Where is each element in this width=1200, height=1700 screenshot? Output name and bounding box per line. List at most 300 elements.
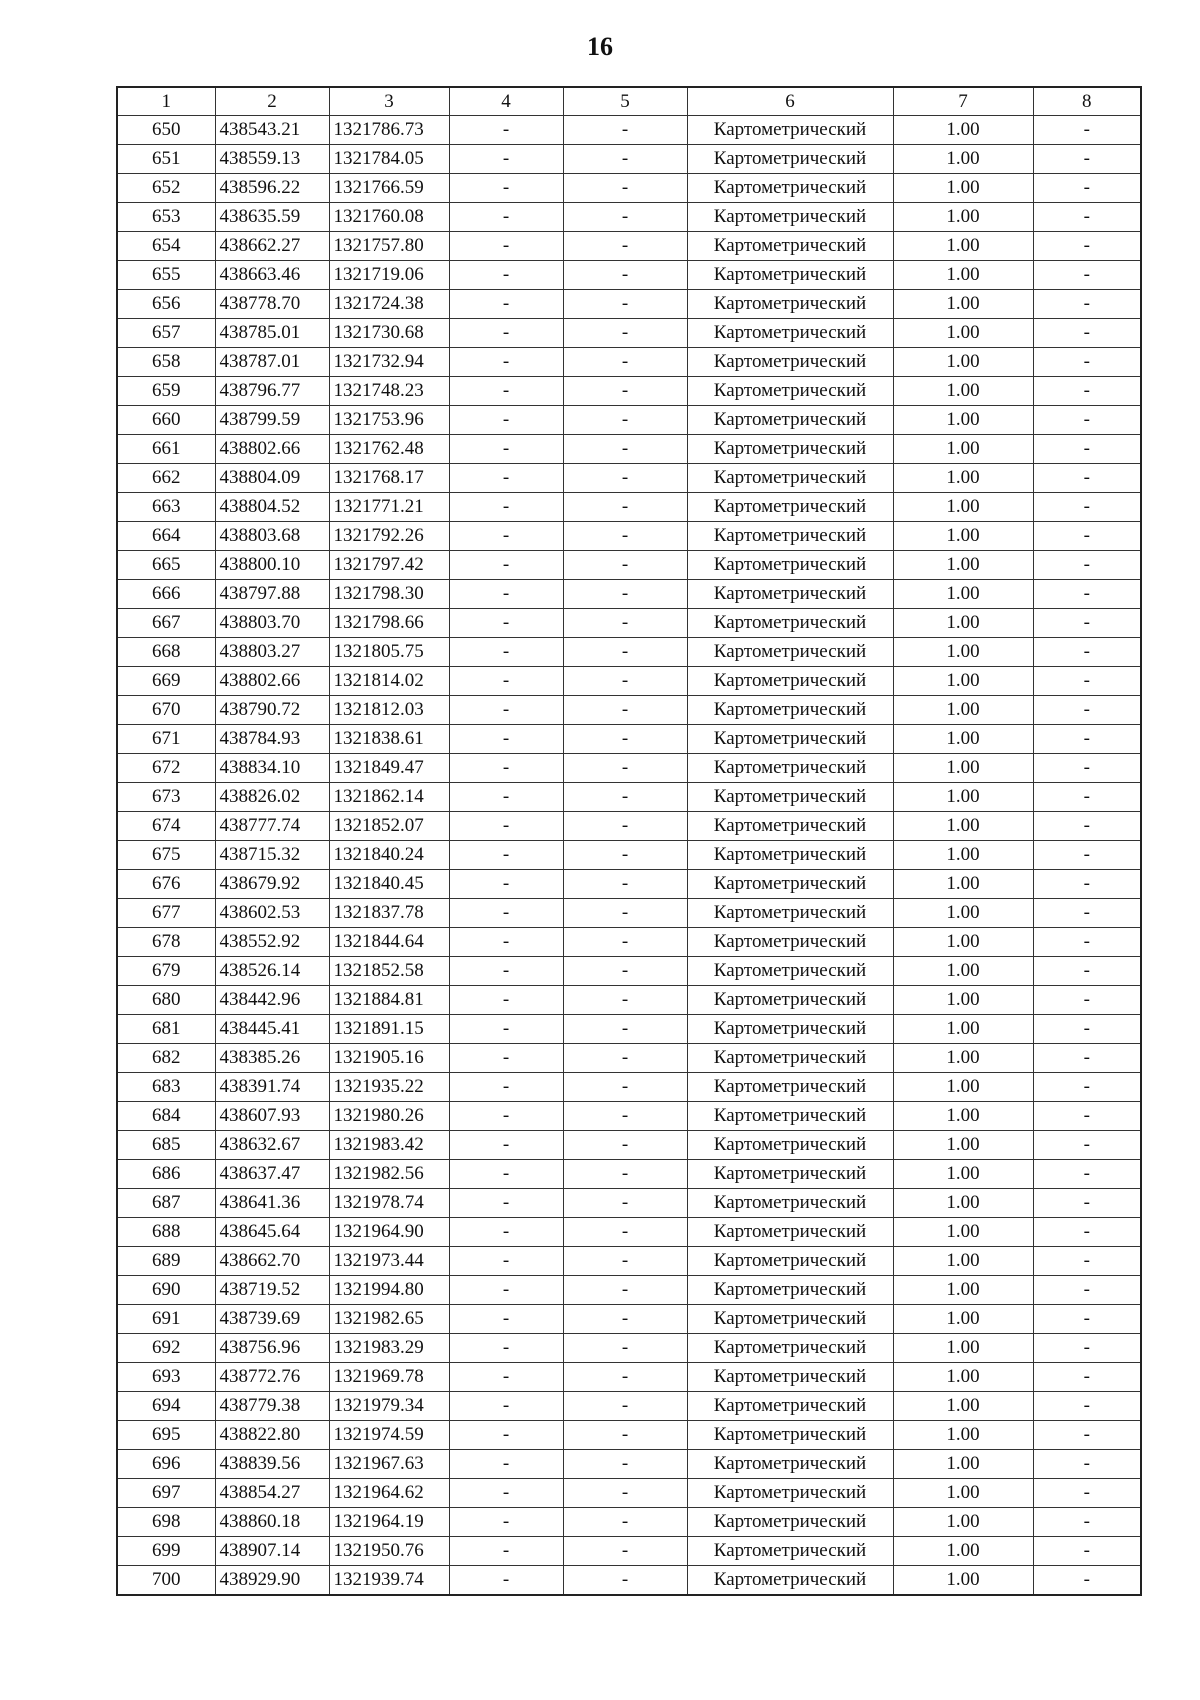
column-8-cell: - (1033, 928, 1141, 957)
point-number-cell: 672 (117, 754, 215, 783)
column-4-cell: - (449, 145, 563, 174)
point-number-cell: 674 (117, 812, 215, 841)
column-5-cell: - (563, 754, 687, 783)
x-coordinate-cell: 438854.27 (215, 1479, 329, 1508)
method-cell: Картометрический (687, 1305, 893, 1334)
x-coordinate-cell: 438637.47 (215, 1160, 329, 1189)
column-4-cell: - (449, 464, 563, 493)
x-coordinate-cell: 438802.66 (215, 667, 329, 696)
y-coordinate-cell: 1321964.19 (329, 1508, 449, 1537)
x-coordinate-cell: 438602.53 (215, 899, 329, 928)
method-cell: Картометрический (687, 957, 893, 986)
table-row (117, 1276, 1141, 1305)
accuracy-cell: 1.00 (893, 493, 1033, 522)
method-cell: Картометрический (687, 638, 893, 667)
column-4-cell: - (449, 348, 563, 377)
accuracy-cell: 1.00 (893, 551, 1033, 580)
column-4-cell: - (449, 203, 563, 232)
table-row (117, 1508, 1141, 1537)
column-8-cell: - (1033, 812, 1141, 841)
y-coordinate-cell: 1321837.78 (329, 899, 449, 928)
accuracy-cell: 1.00 (893, 870, 1033, 899)
method-cell: Картометрический (687, 783, 893, 812)
method-cell: Картометрический (687, 203, 893, 232)
table-row (117, 174, 1141, 203)
point-number-cell: 661 (117, 435, 215, 464)
accuracy-cell: 1.00 (893, 1131, 1033, 1160)
table-row (117, 1218, 1141, 1247)
point-number-cell: 658 (117, 348, 215, 377)
accuracy-cell: 1.00 (893, 145, 1033, 174)
column-5-cell: - (563, 580, 687, 609)
column-8-cell: - (1033, 377, 1141, 406)
column-8-cell: - (1033, 1479, 1141, 1508)
column-5-cell: - (563, 812, 687, 841)
method-cell: Картометрический (687, 493, 893, 522)
method-cell: Картометрический (687, 1421, 893, 1450)
column-4-cell: - (449, 435, 563, 464)
method-cell: Картометрический (687, 870, 893, 899)
table-row (117, 203, 1141, 232)
table-row (117, 1305, 1141, 1334)
accuracy-cell: 1.00 (893, 116, 1033, 145)
table-row (117, 1421, 1141, 1450)
x-coordinate-cell: 438662.27 (215, 232, 329, 261)
table-body (117, 116, 1141, 1596)
x-coordinate-cell: 438756.96 (215, 1334, 329, 1363)
column-8-cell: - (1033, 1073, 1141, 1102)
table-row (117, 406, 1141, 435)
column-4-cell: - (449, 986, 563, 1015)
y-coordinate-cell: 1321862.14 (329, 783, 449, 812)
column-5-cell: - (563, 377, 687, 406)
table-row (117, 1160, 1141, 1189)
column-4-cell: - (449, 899, 563, 928)
method-cell: Картометрический (687, 1537, 893, 1566)
x-coordinate-cell: 438799.59 (215, 406, 329, 435)
y-coordinate-cell: 1321748.23 (329, 377, 449, 406)
method-cell: Картометрический (687, 145, 893, 174)
x-coordinate-cell: 438802.66 (215, 435, 329, 464)
column-5-cell: - (563, 1421, 687, 1450)
column-8-cell: - (1033, 319, 1141, 348)
y-coordinate-cell: 1321814.02 (329, 667, 449, 696)
y-coordinate-cell: 1321768.17 (329, 464, 449, 493)
column-8-cell: - (1033, 1566, 1141, 1596)
x-coordinate-cell: 438632.67 (215, 1131, 329, 1160)
table-row (117, 725, 1141, 754)
column-4-cell: - (449, 1305, 563, 1334)
table-row (117, 580, 1141, 609)
column-8-cell: - (1033, 261, 1141, 290)
column-4-cell: - (449, 638, 563, 667)
column-4-cell: - (449, 1015, 563, 1044)
accuracy-cell: 1.00 (893, 174, 1033, 203)
column-8-cell: - (1033, 1131, 1141, 1160)
column-4-cell: - (449, 1044, 563, 1073)
y-coordinate-cell: 1321994.80 (329, 1276, 449, 1305)
column-4-cell: - (449, 1218, 563, 1247)
point-number-cell: 688 (117, 1218, 215, 1247)
table-row (117, 145, 1141, 174)
x-coordinate-cell: 438778.70 (215, 290, 329, 319)
column-4-cell: - (449, 783, 563, 812)
column-5-cell: - (563, 1334, 687, 1363)
x-coordinate-cell: 438779.38 (215, 1392, 329, 1421)
y-coordinate-cell: 1321805.75 (329, 638, 449, 667)
x-coordinate-cell: 438679.92 (215, 870, 329, 899)
x-coordinate-cell: 438929.90 (215, 1566, 329, 1596)
column-4-cell: - (449, 725, 563, 754)
y-coordinate-cell: 1321982.65 (329, 1305, 449, 1334)
accuracy-cell: 1.00 (893, 725, 1033, 754)
column-5-cell: - (563, 1073, 687, 1102)
point-number-cell: 685 (117, 1131, 215, 1160)
accuracy-cell: 1.00 (893, 754, 1033, 783)
method-cell: Картометрический (687, 464, 893, 493)
point-number-cell: 668 (117, 638, 215, 667)
accuracy-cell: 1.00 (893, 986, 1033, 1015)
column-5-cell: - (563, 1392, 687, 1421)
method-cell: Картометрический (687, 667, 893, 696)
y-coordinate-cell: 1321891.15 (329, 1015, 449, 1044)
column-4-cell: - (449, 290, 563, 319)
accuracy-cell: 1.00 (893, 957, 1033, 986)
accuracy-cell: 1.00 (893, 1537, 1033, 1566)
x-coordinate-cell: 438803.27 (215, 638, 329, 667)
x-coordinate-cell: 438715.32 (215, 841, 329, 870)
table-row (117, 812, 1141, 841)
accuracy-cell: 1.00 (893, 377, 1033, 406)
y-coordinate-cell: 1321797.42 (329, 551, 449, 580)
column-5-cell: - (563, 696, 687, 725)
point-number-cell: 681 (117, 1015, 215, 1044)
table-row (117, 870, 1141, 899)
x-coordinate-cell: 438391.74 (215, 1073, 329, 1102)
column-8-cell: - (1033, 435, 1141, 464)
table-row (117, 319, 1141, 348)
x-coordinate-cell: 438645.64 (215, 1218, 329, 1247)
point-number-cell: 673 (117, 783, 215, 812)
accuracy-cell: 1.00 (893, 522, 1033, 551)
y-coordinate-cell: 1321964.90 (329, 1218, 449, 1247)
table-row (117, 493, 1141, 522)
y-coordinate-cell: 1321812.03 (329, 696, 449, 725)
column-8-cell: - (1033, 899, 1141, 928)
point-number-cell: 659 (117, 377, 215, 406)
point-number-cell: 698 (117, 1508, 215, 1537)
column-5-cell: - (563, 1537, 687, 1566)
column-8-cell: - (1033, 1102, 1141, 1131)
accuracy-cell: 1.00 (893, 435, 1033, 464)
column-8-cell: - (1033, 1450, 1141, 1479)
column-4-cell: - (449, 1537, 563, 1566)
table-row (117, 1102, 1141, 1131)
table-row (117, 638, 1141, 667)
header-cell-8: 8 (1033, 87, 1141, 116)
table-row (117, 1566, 1141, 1596)
column-4-cell: - (449, 609, 563, 638)
x-coordinate-cell: 438442.96 (215, 986, 329, 1015)
column-5-cell: - (563, 638, 687, 667)
column-4-cell: - (449, 1421, 563, 1450)
column-5-cell: - (563, 1363, 687, 1392)
column-4-cell: - (449, 261, 563, 290)
accuracy-cell: 1.00 (893, 812, 1033, 841)
table-row (117, 609, 1141, 638)
point-number-cell: 663 (117, 493, 215, 522)
accuracy-cell: 1.00 (893, 1334, 1033, 1363)
column-4-cell: - (449, 1102, 563, 1131)
method-cell: Картометрический (687, 986, 893, 1015)
y-coordinate-cell: 1321732.94 (329, 348, 449, 377)
method-cell: Картометрический (687, 1450, 893, 1479)
method-cell: Картометрический (687, 696, 893, 725)
method-cell: Картометрический (687, 377, 893, 406)
x-coordinate-cell: 438596.22 (215, 174, 329, 203)
point-number-cell: 666 (117, 580, 215, 609)
point-number-cell: 678 (117, 928, 215, 957)
table-row (117, 290, 1141, 319)
method-cell: Картометрический (687, 1015, 893, 1044)
x-coordinate-cell: 438719.52 (215, 1276, 329, 1305)
method-cell: Картометрический (687, 232, 893, 261)
method-cell: Картометрический (687, 899, 893, 928)
y-coordinate-cell: 1321757.80 (329, 232, 449, 261)
method-cell: Картометрический (687, 290, 893, 319)
column-8-cell: - (1033, 1508, 1141, 1537)
header-cell-7: 7 (893, 87, 1033, 116)
column-5-cell: - (563, 1450, 687, 1479)
point-number-cell: 679 (117, 957, 215, 986)
table-row (117, 1015, 1141, 1044)
method-cell: Картометрический (687, 1218, 893, 1247)
table-row (117, 1247, 1141, 1276)
point-number-cell: 675 (117, 841, 215, 870)
x-coordinate-cell: 438803.70 (215, 609, 329, 638)
column-8-cell: - (1033, 841, 1141, 870)
column-5-cell: - (563, 1189, 687, 1218)
accuracy-cell: 1.00 (893, 696, 1033, 725)
point-number-cell: 667 (117, 609, 215, 638)
column-5-cell: - (563, 232, 687, 261)
method-cell: Картометрический (687, 261, 893, 290)
y-coordinate-cell: 1321849.47 (329, 754, 449, 783)
column-5-cell: - (563, 319, 687, 348)
column-8-cell: - (1033, 1537, 1141, 1566)
header-cell-1: 1 (117, 87, 215, 116)
y-coordinate-cell: 1321771.21 (329, 493, 449, 522)
point-number-cell: 699 (117, 1537, 215, 1566)
x-coordinate-cell: 438803.68 (215, 522, 329, 551)
accuracy-cell: 1.00 (893, 1392, 1033, 1421)
page-number: 16 (587, 32, 613, 61)
table-row (117, 1537, 1141, 1566)
table-row (117, 1392, 1141, 1421)
accuracy-cell: 1.00 (893, 1421, 1033, 1450)
point-number-cell: 660 (117, 406, 215, 435)
table-row (117, 841, 1141, 870)
point-number-cell: 694 (117, 1392, 215, 1421)
column-5-cell: - (563, 928, 687, 957)
column-8-cell: - (1033, 1247, 1141, 1276)
accuracy-cell: 1.00 (893, 609, 1033, 638)
column-8-cell: - (1033, 638, 1141, 667)
column-5-cell: - (563, 870, 687, 899)
accuracy-cell: 1.00 (893, 290, 1033, 319)
point-number-cell: 665 (117, 551, 215, 580)
y-coordinate-cell: 1321786.73 (329, 116, 449, 145)
point-number-cell: 654 (117, 232, 215, 261)
coordinates-table (116, 86, 1142, 1596)
accuracy-cell: 1.00 (893, 1160, 1033, 1189)
column-5-cell: - (563, 783, 687, 812)
x-coordinate-cell: 438739.69 (215, 1305, 329, 1334)
column-4-cell: - (449, 551, 563, 580)
accuracy-cell: 1.00 (893, 232, 1033, 261)
header-cell-5: 5 (563, 87, 687, 116)
column-5-cell: - (563, 725, 687, 754)
method-cell: Картометрический (687, 1189, 893, 1218)
column-5-cell: - (563, 435, 687, 464)
column-4-cell: - (449, 1508, 563, 1537)
x-coordinate-cell: 438860.18 (215, 1508, 329, 1537)
table-row (117, 1334, 1141, 1363)
table-row (117, 957, 1141, 986)
column-4-cell: - (449, 1363, 563, 1392)
column-5-cell: - (563, 1247, 687, 1276)
column-5-cell: - (563, 406, 687, 435)
column-4-cell: - (449, 406, 563, 435)
column-8-cell: - (1033, 1363, 1141, 1392)
accuracy-cell: 1.00 (893, 203, 1033, 232)
x-coordinate-cell: 438784.93 (215, 725, 329, 754)
x-coordinate-cell: 438839.56 (215, 1450, 329, 1479)
method-cell: Картометрический (687, 551, 893, 580)
y-coordinate-cell: 1321840.45 (329, 870, 449, 899)
point-number-cell: 669 (117, 667, 215, 696)
column-8-cell: - (1033, 522, 1141, 551)
y-coordinate-cell: 1321884.81 (329, 986, 449, 1015)
column-8-cell: - (1033, 116, 1141, 145)
column-5-cell: - (563, 1566, 687, 1596)
column-4-cell: - (449, 1566, 563, 1596)
table-row (117, 754, 1141, 783)
point-number-cell: 671 (117, 725, 215, 754)
y-coordinate-cell: 1321730.68 (329, 319, 449, 348)
column-5-cell: - (563, 1015, 687, 1044)
column-5-cell: - (563, 551, 687, 580)
x-coordinate-cell: 438797.88 (215, 580, 329, 609)
x-coordinate-cell: 438800.10 (215, 551, 329, 580)
y-coordinate-cell: 1321852.07 (329, 812, 449, 841)
accuracy-cell: 1.00 (893, 1189, 1033, 1218)
accuracy-cell: 1.00 (893, 1218, 1033, 1247)
column-8-cell: - (1033, 986, 1141, 1015)
column-4-cell: - (449, 841, 563, 870)
table-row (117, 1189, 1141, 1218)
column-5-cell: - (563, 261, 687, 290)
column-4-cell: - (449, 522, 563, 551)
x-coordinate-cell: 438607.93 (215, 1102, 329, 1131)
header-cell-4: 4 (449, 87, 563, 116)
point-number-cell: 664 (117, 522, 215, 551)
column-5-cell: - (563, 1102, 687, 1131)
accuracy-cell: 1.00 (893, 841, 1033, 870)
y-coordinate-cell: 1321983.42 (329, 1131, 449, 1160)
method-cell: Картометрический (687, 812, 893, 841)
table-row (117, 522, 1141, 551)
y-coordinate-cell: 1321798.30 (329, 580, 449, 609)
point-number-cell: 696 (117, 1450, 215, 1479)
y-coordinate-cell: 1321969.78 (329, 1363, 449, 1392)
column-4-cell: - (449, 1334, 563, 1363)
point-number-cell: 656 (117, 290, 215, 319)
y-coordinate-cell: 1321974.59 (329, 1421, 449, 1450)
point-number-cell: 687 (117, 1189, 215, 1218)
method-cell: Картометрический (687, 580, 893, 609)
column-4-cell: - (449, 667, 563, 696)
column-4-cell: - (449, 812, 563, 841)
method-cell: Картометрический (687, 1044, 893, 1073)
x-coordinate-cell: 438826.02 (215, 783, 329, 812)
column-4-cell: - (449, 1247, 563, 1276)
table-row (117, 928, 1141, 957)
method-cell: Картометрический (687, 348, 893, 377)
accuracy-cell: 1.00 (893, 783, 1033, 812)
column-8-cell: - (1033, 174, 1141, 203)
column-4-cell: - (449, 116, 563, 145)
column-5-cell: - (563, 1218, 687, 1247)
column-8-cell: - (1033, 1189, 1141, 1218)
method-cell: Картометрический (687, 116, 893, 145)
column-8-cell: - (1033, 464, 1141, 493)
table-row (117, 377, 1141, 406)
y-coordinate-cell: 1321766.59 (329, 174, 449, 203)
table-row (117, 1450, 1141, 1479)
point-number-cell: 689 (117, 1247, 215, 1276)
y-coordinate-cell: 1321792.26 (329, 522, 449, 551)
x-coordinate-cell: 438834.10 (215, 754, 329, 783)
point-number-cell: 676 (117, 870, 215, 899)
method-cell: Картометрический (687, 928, 893, 957)
accuracy-cell: 1.00 (893, 638, 1033, 667)
method-cell: Картометрический (687, 1247, 893, 1276)
accuracy-cell: 1.00 (893, 1102, 1033, 1131)
table-row (117, 261, 1141, 290)
column-5-cell: - (563, 841, 687, 870)
method-cell: Картометрический (687, 1334, 893, 1363)
column-5-cell: - (563, 1276, 687, 1305)
y-coordinate-cell: 1321967.63 (329, 1450, 449, 1479)
column-5-cell: - (563, 203, 687, 232)
method-cell: Картометрический (687, 1479, 893, 1508)
accuracy-cell: 1.00 (893, 580, 1033, 609)
point-number-cell: 692 (117, 1334, 215, 1363)
column-8-cell: - (1033, 754, 1141, 783)
column-5-cell: - (563, 348, 687, 377)
table-row (117, 986, 1141, 1015)
column-4-cell: - (449, 1160, 563, 1189)
x-coordinate-cell: 438785.01 (215, 319, 329, 348)
column-8-cell: - (1033, 1305, 1141, 1334)
method-cell: Картометрический (687, 522, 893, 551)
point-number-cell: 682 (117, 1044, 215, 1073)
accuracy-cell: 1.00 (893, 1073, 1033, 1102)
point-number-cell: 652 (117, 174, 215, 203)
column-5-cell: - (563, 290, 687, 319)
column-5-cell: - (563, 1479, 687, 1508)
